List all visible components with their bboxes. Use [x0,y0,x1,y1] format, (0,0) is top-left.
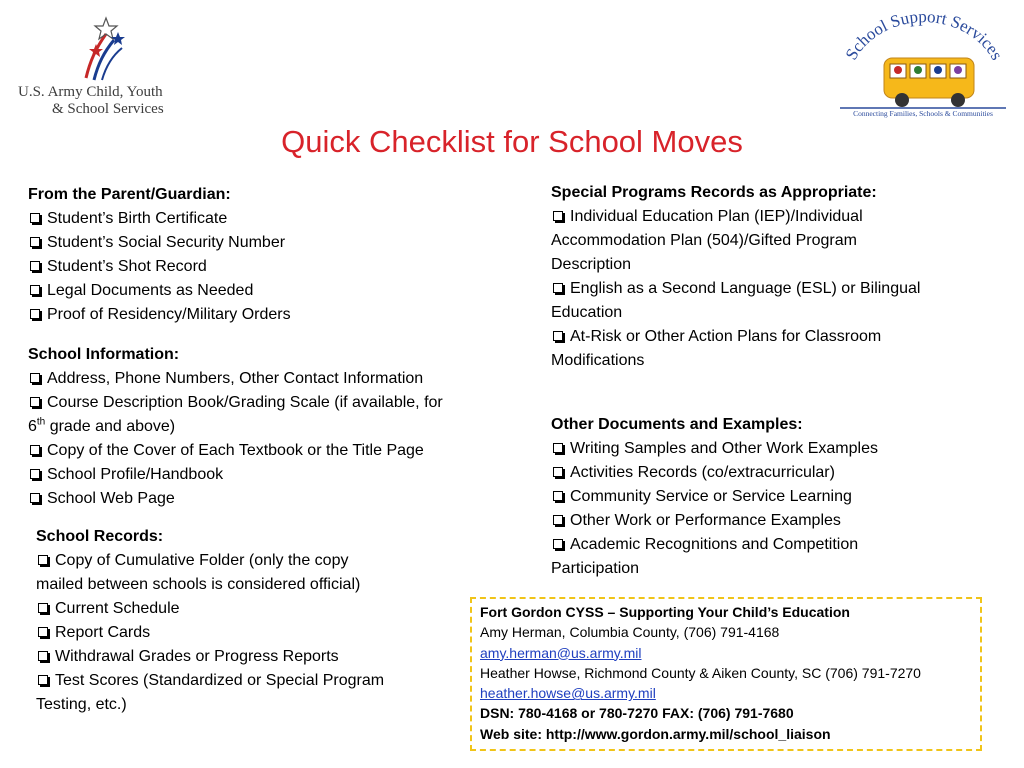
checklist-item: Individual Education Plan (IEP)/Individual [551,205,971,229]
checklist-item-continued: 6th grade and above) [28,416,176,435]
checklist-item: Student’s Shot Record [28,255,508,279]
checkbox-icon[interactable] [38,651,48,661]
checklist-item: Course Description Book/Grading Scale (if available, for [28,391,518,415]
contact-heading: Fort Gordon CYSS – Supporting Your Child’s Education [480,604,850,620]
contact-line-heather: Heather Howse, Richmond County & Aiken County, SC (706) 791-7270 [480,664,921,681]
email-link-amy[interactable]: amy.herman@us.army.mil [480,644,642,661]
other-documents-section [551,413,971,581]
checkbox-icon[interactable] [553,443,563,453]
school-records-section [36,525,436,717]
checkbox-icon[interactable] [38,627,48,637]
checklist-item: Copy of Cumulative Folder (only the copy [36,549,436,573]
checkbox-icon[interactable] [30,397,40,407]
checkbox-icon[interactable] [38,603,48,613]
checklist-item: Community Service or Service Learning [551,485,971,509]
logo-tagline: Connecting Families, Schools & Communities [853,109,993,118]
checklist-item: Address, Phone Numbers, Other Contact Information [28,367,518,391]
school-info-section [28,343,518,511]
logo-line-2: & School Services [52,101,164,117]
special-programs-heading: Special Programs Records as Appropriate: [551,184,877,201]
checklist-item: Proof of Residency/Military Orders [28,303,508,327]
checkbox-icon[interactable] [30,213,40,223]
checkbox-icon[interactable] [553,515,563,525]
checklist-item: Report Cards [36,621,436,645]
checkbox-icon[interactable] [553,539,563,549]
checklist-item: School Web Page [28,487,518,511]
other-documents-heading: Other Documents and Examples: [551,416,803,433]
checkbox-icon[interactable] [553,331,563,341]
checkbox-icon[interactable] [38,675,48,685]
checklist-item-continued: Participation [551,560,640,577]
checklist-item: Withdrawal Grades or Progress Reports [36,645,436,669]
school-support-services-logo [834,14,1010,118]
svg-text:School Support Services [842,14,1007,63]
page-title: Quick Checklist for School Moves [281,124,743,159]
stars-swoosh-icon [14,16,184,86]
checklist-item: Current Schedule [36,597,436,621]
checklist-item: Test Scores (Standardized or Special Program [36,669,436,693]
checklist-item-continued: mailed between schools is considered official) [36,576,361,593]
checkbox-icon[interactable] [30,373,40,383]
checkbox-icon[interactable] [30,261,40,271]
logo-line-1: U.S. Army Child, Youth [18,84,163,100]
checklist-item: Other Work or Performance Examples [551,509,971,533]
checklist-item-continued: Accommodation Plan (504)/Gifted Program [551,232,857,249]
checklist-item: Activities Records (co/extracurricular) [551,461,971,485]
checkbox-icon[interactable] [553,491,563,501]
checkbox-icon[interactable] [553,283,563,293]
email-link-heather[interactable]: heather.howse@us.army.mil [480,685,656,702]
logo-arc-text: School Support Services [841,14,1007,64]
contact-line-amy: Amy Herman, Columbia County, (706) 791-4168 [480,624,780,641]
contact-website[interactable]: Web site: http://www.gordon.army.mil/school_liaison [480,725,831,742]
checklist-item: Academic Recognitions and Competition [551,533,971,557]
checklist-item-continued: Modifications [551,352,645,369]
contact-phones: DSN: 780-4168 or 780-7270 FAX: (706) 791-7680 [480,705,794,722]
contact-box [470,597,982,751]
school-info-heading: School Information: [28,346,180,363]
special-programs-section [551,181,971,373]
checkbox-icon[interactable] [30,493,40,503]
checklist-item: School Profile/Handbook [28,463,518,487]
parent-section [28,183,508,327]
army-cyss-logo [14,16,184,120]
checklist-item: Copy of the Cover of Each Textbook or the Title Page [28,439,518,463]
checkbox-icon[interactable] [553,211,563,221]
checkbox-icon[interactable] [38,555,48,565]
checklist-item: Student’s Social Security Number [28,231,508,255]
checkbox-icon[interactable] [553,467,563,477]
checklist-item: Student’s Birth Certificate [28,207,508,231]
checkbox-icon[interactable] [30,309,40,319]
checklist-item: Legal Documents as Needed [28,279,508,303]
checklist-item: Writing Samples and Other Work Examples [551,437,971,461]
parent-heading: From the Parent/Guardian: [28,186,231,203]
school-bus-icon [834,14,1010,118]
school-records-heading: School Records: [36,528,164,545]
checkbox-icon[interactable] [30,445,40,455]
checkbox-icon[interactable] [30,237,40,247]
checklist-item-continued: Description [551,256,632,273]
checkbox-icon[interactable] [30,285,40,295]
checklist-item-continued: Testing, etc.) [36,696,127,713]
checklist-item: English as a Second Language (ESL) or Bilingual [551,277,971,301]
checklist-item-continued: Education [551,304,623,321]
checkbox-icon[interactable] [30,469,40,479]
checklist-item: At-Risk or Other Action Plans for Classroom [551,325,971,349]
